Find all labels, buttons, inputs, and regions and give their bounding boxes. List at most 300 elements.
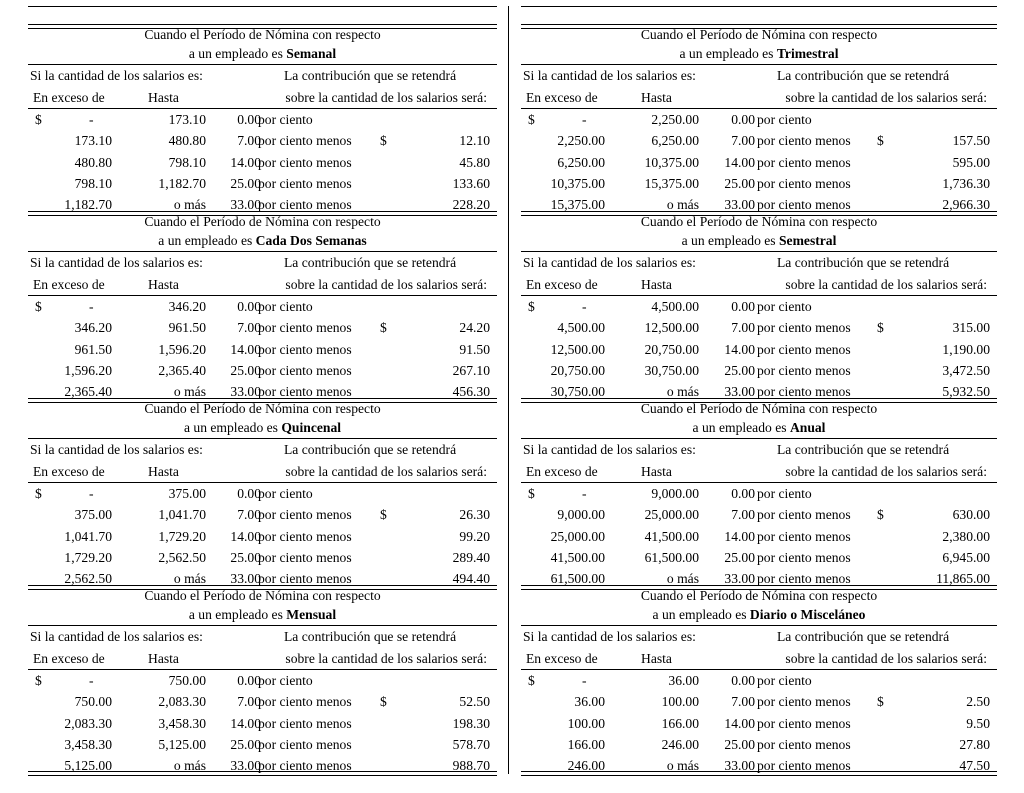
- table-row: [521, 673, 997, 691]
- deduction-amount: 45.80: [459, 155, 490, 170]
- table-row: [28, 673, 497, 691]
- percent-value: 7.00: [731, 320, 755, 335]
- table-row: [521, 529, 997, 547]
- header-contribution: La contribución que se retendrá: [777, 629, 950, 644]
- header-upto: Hasta: [641, 277, 672, 292]
- dollar-sign: $: [528, 299, 535, 314]
- table-title-line1: Cuando el Período de Nómina con respecto: [144, 27, 381, 42]
- from-value: 25,000.00: [550, 529, 605, 544]
- from-value: 2,365.40: [64, 384, 112, 399]
- percent-value: 14.00: [724, 529, 755, 544]
- deduction-amount: 595.00: [952, 155, 990, 170]
- left-column: [28, 0, 497, 793]
- deduction-amount: 133.60: [452, 176, 490, 191]
- table-title-line1: Cuando el Período de Nómina con respecto: [640, 588, 878, 603]
- table-title-line1: Cuando el Período de Nómina con respecto: [640, 401, 878, 416]
- table-row: [521, 486, 997, 504]
- dollar-sign: $: [35, 112, 42, 127]
- from-value: 480.80: [74, 155, 112, 170]
- from-value: 2,250.00: [557, 133, 605, 148]
- to-value: 4,500.00: [651, 299, 699, 314]
- percent-label: por ciento menos: [258, 176, 352, 191]
- to-value: 61,500.00: [644, 550, 699, 565]
- rate-table-right-3: [521, 585, 997, 772]
- deduction-amount: 2,380.00: [942, 529, 990, 544]
- percent-label: por ciento menos: [258, 342, 352, 357]
- percent-label: por ciento menos: [258, 550, 352, 565]
- table-row: [521, 112, 997, 130]
- deduction-amount: 2,966.30: [942, 197, 990, 212]
- percent-value: 14.00: [724, 155, 755, 170]
- header-upto: Hasta: [148, 464, 179, 479]
- table-row: [28, 299, 497, 317]
- header-amount: sobre la cantidad de los salarios será:: [785, 277, 987, 292]
- from-value: 166.00: [567, 737, 605, 752]
- to-value: o más: [173, 197, 206, 212]
- header-wages: Si la cantidad de los salarios es:: [30, 442, 203, 457]
- header-upto: Hasta: [148, 277, 179, 292]
- from-value: 1,729.20: [64, 550, 112, 565]
- title-rule: [28, 251, 497, 252]
- percent-value: 7.00: [237, 320, 261, 335]
- header-amount: sobre la cantidad de los salarios será:: [285, 90, 487, 105]
- dollar-sign: $: [35, 673, 42, 688]
- deduction-amount: 6,945.00: [942, 550, 990, 565]
- table-title-line1: Cuando el Período de Nómina con respecto: [144, 588, 381, 603]
- table-row: [28, 363, 497, 381]
- deduction-amount: 157.50: [952, 133, 990, 148]
- deduction-amount: 99.20: [459, 529, 490, 544]
- percent-label: por ciento: [258, 673, 313, 688]
- percent-label: por ciento: [757, 112, 812, 127]
- percent-label: por ciento menos: [258, 737, 352, 752]
- payroll-period: Quincenal: [281, 420, 342, 435]
- header-amount: sobre la cantidad de los salarios será:: [285, 277, 487, 292]
- deduction-amount: 11,865.00: [936, 571, 990, 586]
- percent-value: 0.00: [731, 112, 755, 127]
- header-upto: Hasta: [148, 90, 179, 105]
- header-amount: sobre la cantidad de los salarios será:: [785, 464, 987, 479]
- percent-label: por ciento menos: [258, 694, 352, 709]
- from-value: -: [582, 299, 587, 314]
- percent-label: por ciento menos: [757, 529, 851, 544]
- percent-value: 0.00: [731, 299, 755, 314]
- header-excess: En exceso de: [526, 464, 598, 479]
- from-value: 1,596.20: [64, 363, 112, 378]
- from-value: -: [89, 112, 94, 127]
- table-row: [28, 155, 497, 173]
- to-value: 36.00: [668, 673, 699, 688]
- percent-value: 25.00: [724, 176, 755, 191]
- table-row: [28, 320, 497, 338]
- header-contribution: La contribución que se retendrá: [777, 442, 950, 457]
- header-wages: Si la cantidad de los salarios es:: [30, 255, 203, 270]
- to-value: 30,750.00: [644, 363, 699, 378]
- deduction-amount: 630.00: [952, 507, 990, 522]
- percent-value: 14.00: [724, 342, 755, 357]
- to-value: 2,083.30: [158, 694, 206, 709]
- percent-label: por ciento menos: [258, 716, 352, 731]
- bottom-rule: [28, 771, 497, 776]
- dollar-sign: $: [35, 299, 42, 314]
- header-amount: sobre la cantidad de los salarios será:: [785, 90, 987, 105]
- percent-value: 7.00: [237, 133, 261, 148]
- title-rule: [28, 625, 497, 626]
- percent-value: 25.00: [724, 550, 755, 565]
- header-contribution: La contribución que se retendrá: [777, 68, 950, 83]
- deduction-amount: 27.80: [959, 737, 990, 752]
- from-value: 9,000.00: [557, 507, 605, 522]
- title-rule: [28, 438, 497, 439]
- deduction-amount: 494.40: [452, 571, 490, 586]
- table-title-line2: [28, 607, 497, 623]
- to-value: 173.10: [168, 112, 206, 127]
- title-prefix: a un empleado es: [681, 233, 779, 248]
- to-value: o más: [666, 758, 699, 773]
- table-title-line2: [28, 233, 497, 249]
- rate-table-left-2: [28, 398, 497, 585]
- from-value: 61,500.00: [550, 571, 605, 586]
- table-row: [521, 716, 997, 734]
- percent-value: 14.00: [724, 716, 755, 731]
- column-divider: [508, 6, 509, 774]
- percent-label: por ciento menos: [258, 133, 352, 148]
- title-prefix: a un empleado es: [188, 607, 287, 622]
- header-wages: Si la cantidad de los salarios es:: [30, 629, 203, 644]
- deduction-amount: 5,932.50: [942, 384, 990, 399]
- table-row: [521, 737, 997, 755]
- from-value: 2,562.50: [64, 571, 112, 586]
- from-value: 346.20: [74, 320, 112, 335]
- table-title-line2: [28, 420, 497, 436]
- title-prefix: a un empleado es: [188, 46, 287, 61]
- table-row: [28, 550, 497, 568]
- dollar-sign: $: [528, 112, 535, 127]
- to-value: 375.00: [168, 486, 206, 501]
- deduction-amount: 9.50: [966, 716, 990, 731]
- percent-label: por ciento menos: [757, 507, 851, 522]
- percent-value: 0.00: [237, 299, 261, 314]
- title-prefix: a un empleado es: [183, 420, 282, 435]
- to-value: 2,250.00: [651, 112, 699, 127]
- percent-value: 0.00: [731, 673, 755, 688]
- header-rule: [28, 295, 497, 296]
- top-rule: [28, 6, 497, 7]
- percent-label: por ciento menos: [757, 363, 851, 378]
- from-value: 36.00: [574, 694, 605, 709]
- table-row: [28, 176, 497, 194]
- header-contribution: La contribución que se retendrá: [284, 255, 457, 270]
- to-value: 1,041.70: [158, 507, 206, 522]
- to-value: 961.50: [168, 320, 206, 335]
- payroll-period: Trimestral: [776, 46, 839, 61]
- header-rule: [28, 108, 497, 109]
- to-value: o más: [173, 384, 206, 399]
- table-row: [28, 529, 497, 547]
- percent-value: 25.00: [230, 363, 261, 378]
- percent-label: por ciento menos: [757, 384, 851, 399]
- payroll-period: Mensual: [286, 607, 337, 622]
- deduction-amount: 456.30: [452, 384, 490, 399]
- deduction-amount: 52.50: [459, 694, 490, 709]
- dollar-sign: $: [528, 673, 535, 688]
- header-amount: sobre la cantidad de los salarios será:: [285, 464, 487, 479]
- percent-label: por ciento: [258, 299, 313, 314]
- to-value: 2,365.40: [158, 363, 206, 378]
- payroll-period: Anual: [789, 420, 826, 435]
- dollar-sign: $: [380, 694, 387, 709]
- percent-value: 33.00: [230, 758, 261, 773]
- to-value: 5,125.00: [158, 737, 206, 752]
- header-upto: Hasta: [641, 90, 672, 105]
- table-row: [521, 694, 997, 712]
- percent-value: 0.00: [237, 673, 261, 688]
- percent-value: 25.00: [230, 737, 261, 752]
- dollar-sign: $: [35, 486, 42, 501]
- from-value: 20,750.00: [550, 363, 605, 378]
- percent-label: por ciento menos: [757, 155, 851, 170]
- table-row: [521, 176, 997, 194]
- percent-label: por ciento menos: [258, 571, 352, 586]
- to-value: 15,375.00: [644, 176, 699, 191]
- title-prefix: a un empleado es: [692, 420, 790, 435]
- deduction-amount: 228.20: [452, 197, 490, 212]
- top-rule: [521, 6, 997, 7]
- to-value: 6,250.00: [651, 133, 699, 148]
- header-rule: [521, 482, 997, 483]
- percent-value: 7.00: [731, 694, 755, 709]
- to-value: o más: [173, 758, 206, 773]
- deduction-amount: 24.20: [459, 320, 490, 335]
- header-excess: En exceso de: [33, 651, 105, 666]
- percent-value: 7.00: [731, 507, 755, 522]
- header-upto: Hasta: [148, 651, 179, 666]
- header-rule: [521, 669, 997, 670]
- table-title-line1: Cuando el Período de Nómina con respecto: [144, 401, 381, 416]
- percent-value: 0.00: [731, 486, 755, 501]
- to-value: 3,458.30: [158, 716, 206, 731]
- from-value: 173.10: [74, 133, 112, 148]
- from-value: 798.10: [74, 176, 112, 191]
- dollar-sign: $: [380, 133, 387, 148]
- title-rule: [28, 64, 497, 65]
- percent-value: 0.00: [237, 112, 261, 127]
- header-rule: [28, 482, 497, 483]
- percent-value: 25.00: [724, 363, 755, 378]
- header-amount: sobre la cantidad de los salarios será:: [785, 651, 987, 666]
- table-row: [28, 342, 497, 360]
- to-value: 41,500.00: [644, 529, 699, 544]
- bottom-rule: [521, 771, 997, 776]
- header-wages: Si la cantidad de los salarios es:: [523, 68, 696, 83]
- rate-table-left-1: [28, 211, 497, 398]
- to-value: 166.00: [661, 716, 699, 731]
- deduction-amount: 988.70: [452, 758, 490, 773]
- percent-label: por ciento: [757, 299, 812, 314]
- from-value: 5,125.00: [64, 758, 112, 773]
- from-value: 375.00: [74, 507, 112, 522]
- from-value: 30,750.00: [550, 384, 605, 399]
- from-value: 750.00: [74, 694, 112, 709]
- payroll-period: Cada Dos Semanas: [255, 233, 367, 248]
- percent-value: 33.00: [724, 571, 755, 586]
- dollar-sign: $: [877, 133, 884, 148]
- percent-label: por ciento menos: [757, 197, 851, 212]
- percent-value: 33.00: [724, 758, 755, 773]
- from-value: -: [89, 486, 94, 501]
- percent-label: por ciento menos: [258, 363, 352, 378]
- from-value: 3,458.30: [64, 737, 112, 752]
- percent-value: 14.00: [230, 716, 261, 731]
- to-value: 10,375.00: [644, 155, 699, 170]
- to-value: o más: [666, 571, 699, 586]
- rate-table-right-0: [521, 24, 997, 211]
- header-upto: Hasta: [641, 464, 672, 479]
- header-contribution: La contribución que se retendrá: [284, 68, 457, 83]
- percent-value: 25.00: [230, 550, 261, 565]
- title-prefix: a un empleado es: [679, 46, 777, 61]
- from-value: 2,083.30: [64, 716, 112, 731]
- from-value: 246.00: [567, 758, 605, 773]
- percent-value: 0.00: [237, 486, 261, 501]
- percent-label: por ciento menos: [757, 716, 851, 731]
- right-sections: [521, 24, 997, 772]
- to-value: 480.80: [168, 133, 206, 148]
- from-value: 100.00: [567, 716, 605, 731]
- table-title-line1: Cuando el Período de Nómina con respecto: [640, 27, 878, 42]
- percent-label: por ciento menos: [757, 737, 851, 752]
- percent-label: por ciento menos: [757, 550, 851, 565]
- deduction-amount: 267.10: [452, 363, 490, 378]
- percent-label: por ciento menos: [757, 133, 851, 148]
- deduction-amount: 91.50: [459, 342, 490, 357]
- from-value: 4,500.00: [557, 320, 605, 335]
- percent-value: 7.00: [237, 507, 261, 522]
- percent-value: 25.00: [724, 737, 755, 752]
- table-title-line2: [521, 46, 997, 62]
- percent-value: 33.00: [230, 197, 261, 212]
- table-row: [28, 112, 497, 130]
- title-rule: [521, 625, 997, 626]
- dollar-sign: $: [380, 507, 387, 522]
- percent-label: por ciento menos: [757, 694, 851, 709]
- percent-label: por ciento menos: [258, 507, 352, 522]
- to-value: 2,562.50: [158, 550, 206, 565]
- from-value: -: [582, 673, 587, 688]
- deduction-amount: 289.40: [452, 550, 490, 565]
- to-value: 1,182.70: [158, 176, 206, 191]
- from-value: 1,041.70: [64, 529, 112, 544]
- to-value: 12,500.00: [644, 320, 699, 335]
- from-value: -: [89, 673, 94, 688]
- to-value: 798.10: [168, 155, 206, 170]
- percent-label: por ciento menos: [757, 320, 851, 335]
- dollar-sign: $: [877, 507, 884, 522]
- percent-value: 33.00: [724, 197, 755, 212]
- from-value: 41,500.00: [550, 550, 605, 565]
- header-wages: Si la cantidad de los salarios es:: [30, 68, 203, 83]
- rate-table-left-3: [28, 585, 497, 772]
- table-row: [28, 507, 497, 525]
- header-contribution: La contribución que se retendrá: [777, 255, 950, 270]
- from-value: 6,250.00: [557, 155, 605, 170]
- dollar-sign: $: [877, 694, 884, 709]
- from-value: -: [89, 299, 94, 314]
- deduction-amount: 1,190.00: [942, 342, 990, 357]
- dollar-sign: $: [380, 320, 387, 335]
- to-value: o más: [173, 571, 206, 586]
- header-contribution: La contribución que se retendrá: [284, 442, 457, 457]
- header-excess: En exceso de: [33, 90, 105, 105]
- deduction-amount: 47.50: [959, 758, 990, 773]
- percent-label: por ciento: [258, 486, 313, 501]
- percent-label: por ciento menos: [757, 342, 851, 357]
- deduction-amount: 315.00: [952, 320, 990, 335]
- percent-value: 14.00: [230, 342, 261, 357]
- title-prefix: a un empleado es: [652, 607, 750, 622]
- table-row: [521, 299, 997, 317]
- percent-value: 25.00: [230, 176, 261, 191]
- dollar-sign: $: [528, 486, 535, 501]
- header-upto: Hasta: [641, 651, 672, 666]
- deduction-amount: 3,472.50: [942, 363, 990, 378]
- table-title-line2: [521, 607, 997, 623]
- from-value: -: [582, 112, 587, 127]
- deduction-amount: 2.50: [966, 694, 990, 709]
- percent-value: 14.00: [230, 529, 261, 544]
- to-value: 9,000.00: [651, 486, 699, 501]
- percent-label: por ciento menos: [258, 320, 352, 335]
- header-contribution: La contribución que se retendrá: [284, 629, 457, 644]
- header-rule: [28, 669, 497, 670]
- to-value: 25,000.00: [644, 507, 699, 522]
- rate-table-left-0: [28, 24, 497, 211]
- percent-value: 33.00: [230, 384, 261, 399]
- deduction-amount: 198.30: [452, 716, 490, 731]
- header-wages: Si la cantidad de los salarios es:: [523, 442, 696, 457]
- to-value: 1,596.20: [158, 342, 206, 357]
- table-row: [521, 320, 997, 338]
- title-rule: [521, 251, 997, 252]
- table-row: [28, 694, 497, 712]
- payroll-period: Semestral: [779, 233, 837, 248]
- table-title-line1: Cuando el Período de Nómina con respecto: [640, 214, 878, 229]
- from-value: 1,182.70: [64, 197, 112, 212]
- from-value: -: [582, 486, 587, 501]
- table-row: [521, 133, 997, 151]
- percent-label: por ciento menos: [258, 384, 352, 399]
- percent-label: por ciento menos: [757, 571, 851, 586]
- header-rule: [521, 108, 997, 109]
- payroll-period: Semanal: [286, 46, 337, 61]
- header-excess: En exceso de: [33, 277, 105, 292]
- rate-table-right-1: [521, 211, 997, 398]
- header-excess: En exceso de: [526, 277, 598, 292]
- title-rule: [521, 64, 997, 65]
- to-value: 100.00: [661, 694, 699, 709]
- percent-value: 33.00: [230, 571, 261, 586]
- percent-label: por ciento menos: [757, 758, 851, 773]
- percent-label: por ciento menos: [258, 529, 352, 544]
- to-value: 246.00: [661, 737, 699, 752]
- table-row: [521, 342, 997, 360]
- table-row: [28, 133, 497, 151]
- to-value: 1,729.20: [158, 529, 206, 544]
- percent-label: por ciento: [258, 112, 313, 127]
- from-value: 961.50: [74, 342, 112, 357]
- left-sections: [28, 24, 497, 772]
- header-wages: Si la cantidad de los salarios es:: [523, 629, 696, 644]
